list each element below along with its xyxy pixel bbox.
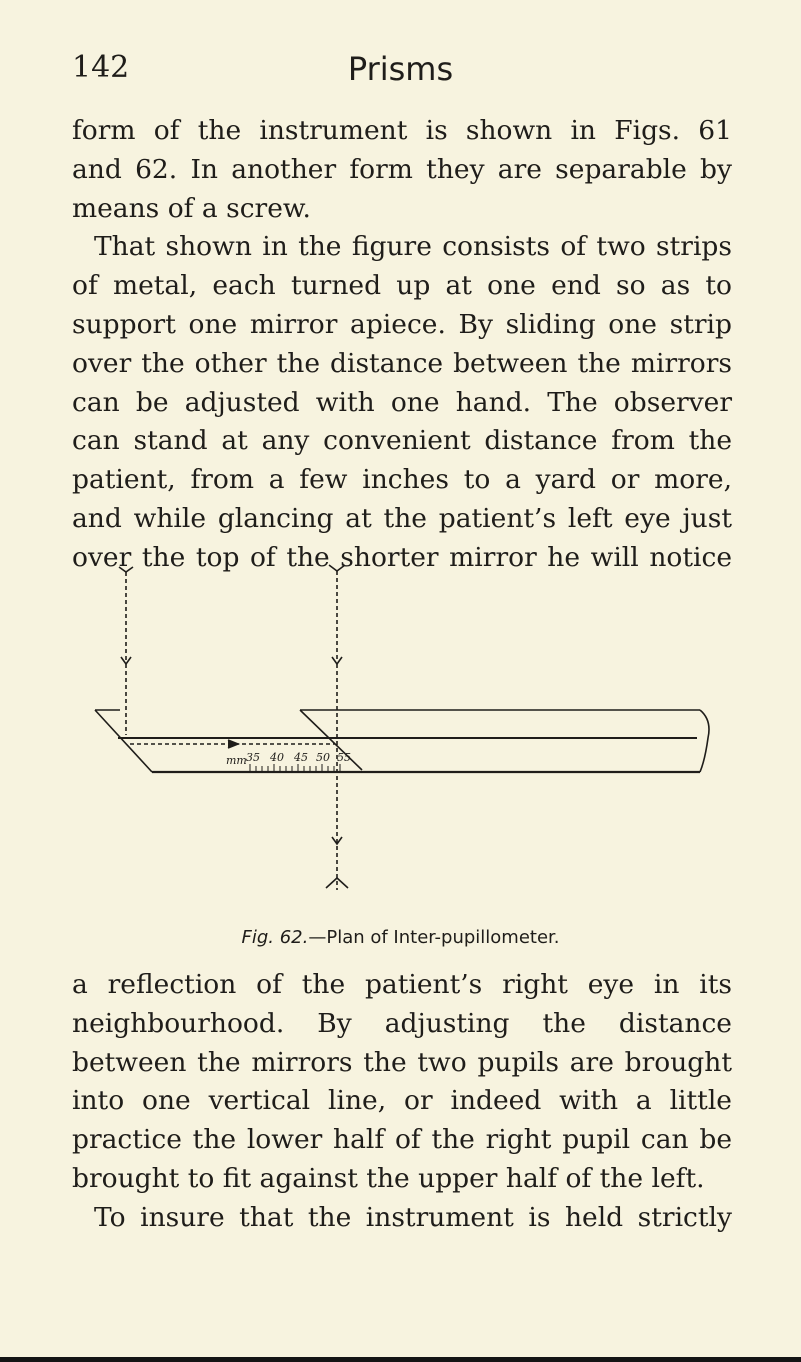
text-line: into one vertical line, or indeed with a little [72,1085,732,1117]
text-line: over the other the distance between the mirrors [72,347,732,379]
text-line: a reflection of the patient’s right eye in its [72,969,732,1000]
text-line: brought to fit against the upper half of the left. [72,1162,705,1194]
figure-caption-text: —Plan of Inter-pupillometer. [308,927,560,948]
left-sight-line [119,567,133,735]
running-title: Prisms [347,50,454,88]
scale-label: 40 [270,751,284,764]
text-line: and while glancing at the patient’s left eye just [72,502,732,534]
inter-pupillometer-diagram [0,560,801,920]
text-line: of metal, each turned up at one end so as to [72,270,732,302]
text-line: form of the instrument is shown in Figs. 61 [72,115,732,146]
text-line: over the top of the shorter mirror he will notice [72,541,732,573]
text-line: means of a screw. [72,192,311,224]
scale-label: 50 [316,751,330,764]
scale-ticks [250,764,340,771]
text-line: support one mirror apiece. By sliding one strip [72,308,732,340]
text-line: and 62. In another form they are separable by [72,153,732,185]
instrument-body [95,710,709,772]
scale-unit-label: mm [226,754,247,767]
text-line: practice the lower half of the right pupil can be [72,1124,732,1156]
scale-label: 35 [246,751,260,764]
figure-label: Fig. 62. [241,927,309,948]
figure-62 [0,560,801,960]
paragraph-bottom [72,966,732,1238]
running-head [72,50,729,90]
figure-caption [0,927,801,948]
text-line: can stand at any convenient distance from the [72,425,732,457]
page-edge [0,1357,801,1362]
scale-label: 55 [337,751,351,764]
text-line: between the mirrors the two pupils are brought [72,1046,732,1078]
text-line: patient, from a few inches to a yard or more, [72,464,732,496]
page-number: 142 [72,50,130,85]
paragraph-top [72,112,732,578]
right-sight-line [326,565,348,890]
text-line: That shown in the figure consists of two strips [94,231,732,263]
text-line: can be adjusted with one hand. The observer [72,386,732,418]
scale-label: 45 [294,751,308,764]
text-line: neighbourhood. By adjusting the distance [72,1007,732,1039]
text-line: To insure that the instrument is held strictly [94,1201,732,1233]
